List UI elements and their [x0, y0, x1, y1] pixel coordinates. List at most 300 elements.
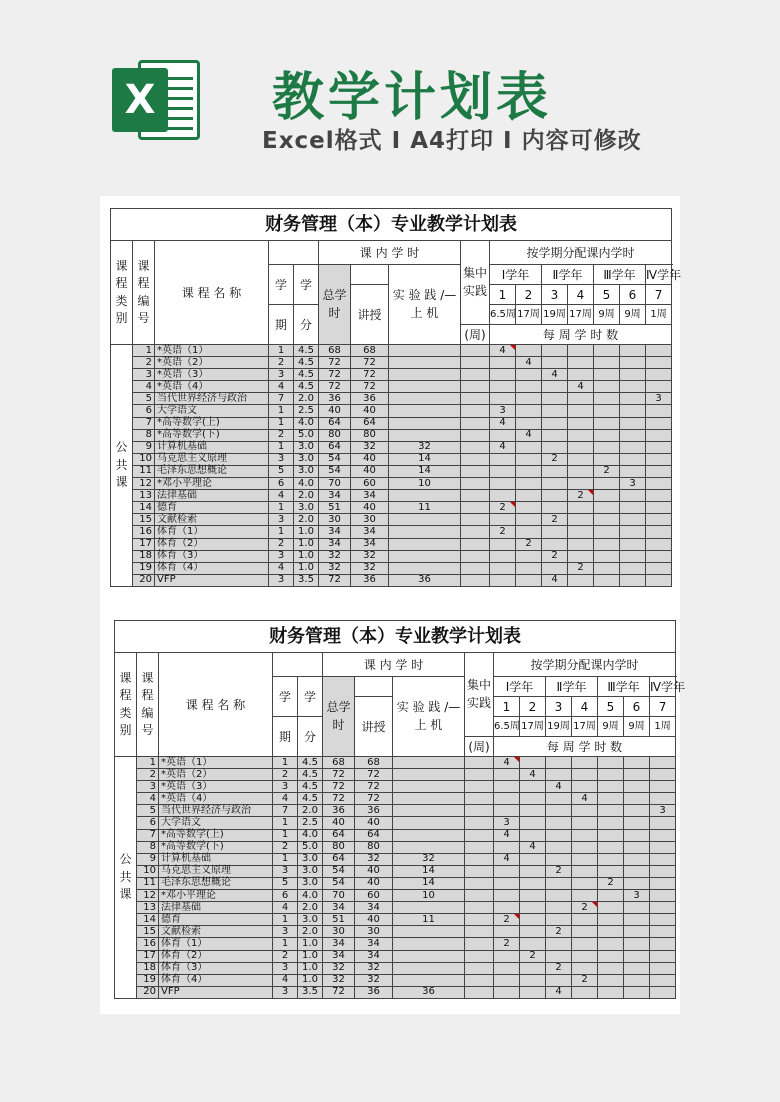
course-practice-hours — [389, 381, 461, 393]
course-practice-hours — [389, 393, 461, 405]
course-concentrated-weeks — [461, 538, 490, 550]
course-concentrated-weeks — [461, 429, 490, 441]
semester-hours-3 — [542, 490, 568, 502]
table-row — [115, 853, 676, 865]
semester-hours-1 — [494, 986, 520, 998]
course-no: 20 — [137, 986, 159, 998]
course-name: *邓小平理论 — [155, 478, 269, 490]
course-no: 5 — [137, 805, 159, 817]
semester-hours-4 — [572, 962, 598, 974]
course-no: 9 — [137, 853, 159, 865]
header-weeks-3: 19周 — [542, 305, 568, 325]
semester-hours-2 — [516, 369, 542, 381]
header-year-4: Ⅳ学年 — [646, 265, 672, 285]
semester-hours-6 — [620, 514, 646, 526]
course-practice-hours: 10 — [389, 478, 461, 490]
semester-hours-3 — [542, 345, 568, 357]
header-semester-7: 7 — [646, 285, 672, 305]
semester-hours-2: 4 — [520, 769, 546, 781]
course-name: 文献检索 — [155, 514, 269, 526]
semester-hours-1 — [490, 478, 516, 490]
course-total-hours: 32 — [323, 974, 355, 986]
course-total-hours: 72 — [319, 369, 351, 381]
course-no: 1 — [133, 345, 155, 357]
table-row — [115, 769, 676, 781]
course-total-hours: 34 — [319, 490, 351, 502]
semester-hours-3: 4 — [542, 574, 568, 586]
semester-hours-6 — [624, 902, 650, 914]
semester-hours-6 — [620, 538, 646, 550]
course-practice-hours — [393, 926, 465, 938]
course-name: 大学语文 — [155, 405, 269, 417]
semester-hours-4 — [572, 841, 598, 853]
course-total-hours: 54 — [319, 453, 351, 465]
semester-hours-6 — [620, 453, 646, 465]
header-lecture: 讲授 — [351, 285, 389, 345]
course-no: 12 — [137, 890, 159, 902]
semester-hours-2: 4 — [516, 429, 542, 441]
header-course-name: 课 程 名 称 — [155, 241, 269, 345]
semester-hours-1 — [490, 550, 516, 562]
course-term: 5 — [269, 465, 294, 477]
course-lecture-hours: 40 — [355, 865, 393, 877]
course-total-hours: 54 — [319, 465, 351, 477]
course-term: 6 — [269, 478, 294, 490]
semester-hours-5 — [594, 429, 620, 441]
course-name: 体育（3） — [159, 962, 273, 974]
course-no: 8 — [137, 841, 159, 853]
header-credit-top: 学 — [294, 265, 319, 305]
course-lecture-hours: 68 — [351, 345, 389, 357]
course-term: 1 — [269, 502, 294, 514]
semester-hours-3 — [546, 769, 572, 781]
semester-hours-4 — [568, 465, 594, 477]
table-row — [111, 441, 672, 453]
semester-hours-2 — [520, 938, 546, 950]
course-lecture-hours: 36 — [355, 986, 393, 998]
semester-hours-5 — [598, 853, 624, 865]
header-semester-1: 1 — [494, 697, 520, 717]
semester-hours-2 — [516, 405, 542, 417]
header-weeks-6: 9周 — [624, 717, 650, 737]
semester-hours-3 — [546, 793, 572, 805]
semester-hours-7 — [646, 574, 672, 586]
semester-hours-2 — [516, 502, 542, 514]
course-credit: 2.5 — [298, 817, 323, 829]
semester-hours-2 — [520, 974, 546, 986]
header-allocation: 按学期分配课内学时 — [494, 653, 676, 677]
course-practice-hours: 11 — [393, 914, 465, 926]
semester-hours-4 — [572, 757, 598, 769]
semester-hours-6 — [620, 526, 646, 538]
course-credit: 4.0 — [294, 417, 319, 429]
header-semester-3: 3 — [542, 285, 568, 305]
course-lecture-hours: 40 — [355, 877, 393, 889]
teaching-plan-table — [114, 620, 686, 999]
semester-hours-1 — [490, 574, 516, 586]
semester-hours-2 — [520, 890, 546, 902]
course-concentrated-weeks — [461, 417, 490, 429]
course-total-hours: 30 — [323, 926, 355, 938]
semester-hours-6 — [620, 405, 646, 417]
course-practice-hours — [393, 805, 465, 817]
course-lecture-hours: 32 — [351, 562, 389, 574]
semester-hours-1 — [490, 538, 516, 550]
table-row — [111, 478, 672, 490]
semester-hours-7 — [646, 526, 672, 538]
course-no: 1 — [137, 757, 159, 769]
course-term: 4 — [273, 974, 298, 986]
semester-hours-7: 3 — [646, 393, 672, 405]
table-row — [115, 950, 676, 962]
course-name: 马克思主义原理 — [155, 453, 269, 465]
header-total-hours: 总学时 — [323, 677, 355, 757]
header-term-bottom: 期 — [269, 305, 294, 345]
table-row — [115, 974, 676, 986]
course-no: 7 — [133, 417, 155, 429]
semester-hours-6 — [620, 381, 646, 393]
course-total-hours: 34 — [319, 526, 351, 538]
course-total-hours: 34 — [323, 938, 355, 950]
course-practice-hours — [393, 902, 465, 914]
course-practice-hours — [393, 962, 465, 974]
semester-hours-7 — [650, 793, 676, 805]
course-no: 19 — [133, 562, 155, 574]
semester-hours-1 — [494, 769, 520, 781]
banner-subtitle: Excel格式 I A4打印 I 内容可修改 — [262, 128, 642, 154]
semester-hours-4: 2 — [568, 490, 594, 502]
course-concentrated-weeks — [461, 405, 490, 417]
course-lecture-hours: 36 — [351, 574, 389, 586]
header-weeks-5: 9周 — [598, 717, 624, 737]
course-total-hours: 70 — [323, 890, 355, 902]
semester-hours-6 — [620, 429, 646, 441]
course-term: 1 — [273, 938, 298, 950]
course-name: 计算机基础 — [155, 441, 269, 453]
semester-hours-1 — [494, 877, 520, 889]
semester-hours-7 — [646, 502, 672, 514]
course-concentrated-weeks — [465, 793, 494, 805]
table-row — [115, 877, 676, 889]
semester-hours-3 — [542, 465, 568, 477]
semester-hours-1 — [494, 902, 520, 914]
semester-hours-5 — [594, 478, 620, 490]
course-credit: 3.0 — [298, 877, 323, 889]
header-allocation: 按学期分配课内学时 — [490, 241, 672, 265]
course-lecture-hours: 40 — [351, 502, 389, 514]
header-semester-5: 5 — [594, 285, 620, 305]
course-practice-hours — [389, 357, 461, 369]
course-term: 1 — [273, 853, 298, 865]
semester-hours-6 — [620, 502, 646, 514]
semester-hours-2 — [516, 526, 542, 538]
course-total-hours: 72 — [323, 781, 355, 793]
course-total-hours: 32 — [319, 562, 351, 574]
course-concentrated-weeks — [461, 465, 490, 477]
semester-hours-4: 2 — [572, 974, 598, 986]
header-total-hours: 总学时 — [319, 265, 351, 345]
semester-hours-2: 4 — [520, 841, 546, 853]
course-total-hours: 72 — [319, 381, 351, 393]
semester-hours-7 — [646, 490, 672, 502]
course-lecture-hours: 34 — [355, 902, 393, 914]
semester-hours-2 — [520, 865, 546, 877]
semester-hours-1 — [494, 841, 520, 853]
course-practice-hours: 32 — [389, 441, 461, 453]
course-no: 9 — [133, 441, 155, 453]
course-concentrated-weeks — [465, 841, 494, 853]
course-lecture-hours: 32 — [355, 962, 393, 974]
semester-hours-3 — [546, 890, 572, 902]
course-no: 16 — [137, 938, 159, 950]
header-concentrated-unit: (周) — [465, 737, 494, 757]
semester-hours-1 — [490, 562, 516, 574]
semester-hours-7 — [646, 357, 672, 369]
semester-hours-1 — [494, 793, 520, 805]
table-row — [115, 781, 676, 793]
semester-hours-4 — [572, 853, 598, 865]
course-no: 19 — [137, 974, 159, 986]
course-total-hours: 36 — [323, 805, 355, 817]
header-credit-bottom: 分 — [298, 717, 323, 757]
course-total-hours: 80 — [323, 841, 355, 853]
course-practice-hours — [389, 526, 461, 538]
semester-hours-3 — [546, 914, 572, 926]
semester-hours-4 — [572, 769, 598, 781]
table-row — [111, 538, 672, 550]
semester-hours-7 — [646, 441, 672, 453]
semester-hours-3 — [546, 950, 572, 962]
semester-hours-5 — [598, 769, 624, 781]
course-name: 计算机基础 — [159, 853, 273, 865]
header-weeks-2: 17周 — [520, 717, 546, 737]
course-total-hours: 72 — [323, 793, 355, 805]
semester-hours-1 — [490, 490, 516, 502]
course-total-hours: 32 — [319, 550, 351, 562]
course-no: 2 — [137, 769, 159, 781]
semester-hours-2 — [520, 902, 546, 914]
semester-hours-5 — [594, 538, 620, 550]
table-row — [111, 381, 672, 393]
semester-hours-6 — [620, 441, 646, 453]
table-row — [111, 574, 672, 586]
semester-hours-5 — [594, 357, 620, 369]
semester-hours-6 — [620, 369, 646, 381]
semester-hours-6 — [624, 853, 650, 865]
course-term: 1 — [269, 417, 294, 429]
semester-hours-2 — [516, 345, 542, 357]
semester-hours-2 — [516, 381, 542, 393]
course-term: 7 — [273, 805, 298, 817]
course-term: 4 — [269, 490, 294, 502]
header-year-3: Ⅲ学年 — [598, 677, 650, 697]
semester-hours-2 — [520, 962, 546, 974]
semester-hours-1: 4 — [490, 417, 516, 429]
semester-hours-4 — [572, 950, 598, 962]
semester-hours-1 — [490, 465, 516, 477]
header-course-name: 课 程 名 称 — [159, 653, 273, 757]
course-no: 11 — [133, 465, 155, 477]
course-credit: 2.0 — [298, 902, 323, 914]
semester-hours-6: 3 — [624, 890, 650, 902]
semester-hours-4 — [572, 926, 598, 938]
semester-hours-5 — [598, 962, 624, 974]
table-row — [115, 829, 676, 841]
semester-hours-4 — [572, 781, 598, 793]
semester-hours-7 — [650, 890, 676, 902]
course-practice-hours: 36 — [393, 986, 465, 998]
table-row — [115, 865, 676, 877]
semester-hours-2 — [520, 986, 546, 998]
semester-hours-6 — [624, 805, 650, 817]
semester-hours-3: 2 — [546, 962, 572, 974]
course-term: 4 — [269, 381, 294, 393]
header-semester-6: 6 — [624, 697, 650, 717]
course-lecture-hours: 36 — [355, 805, 393, 817]
semester-hours-5 — [594, 562, 620, 574]
course-name: 德育 — [155, 502, 269, 514]
course-concentrated-weeks — [461, 502, 490, 514]
header-weeks-3: 19周 — [546, 717, 572, 737]
semester-hours-7 — [650, 902, 676, 914]
course-term: 1 — [269, 441, 294, 453]
semester-hours-3 — [542, 478, 568, 490]
semester-hours-3 — [542, 405, 568, 417]
course-no: 7 — [137, 829, 159, 841]
course-credit: 1.0 — [298, 974, 323, 986]
semester-hours-1 — [494, 926, 520, 938]
semester-hours-4 — [568, 574, 594, 586]
course-term: 3 — [273, 865, 298, 877]
course-lecture-hours: 72 — [355, 769, 393, 781]
course-credit: 5.0 — [298, 841, 323, 853]
course-term: 2 — [273, 950, 298, 962]
semester-hours-7 — [646, 465, 672, 477]
semester-hours-3 — [542, 429, 568, 441]
course-credit: 4.5 — [294, 345, 319, 357]
course-term: 5 — [273, 877, 298, 889]
course-credit: 2.0 — [298, 805, 323, 817]
semester-hours-4 — [568, 502, 594, 514]
semester-hours-3 — [546, 902, 572, 914]
course-concentrated-weeks — [461, 357, 490, 369]
header-concentrated: 集中实践 — [465, 653, 494, 737]
semester-hours-2 — [520, 877, 546, 889]
semester-hours-6 — [624, 817, 650, 829]
course-practice-hours — [393, 817, 465, 829]
semester-hours-6 — [624, 757, 650, 769]
course-concentrated-weeks — [461, 490, 490, 502]
course-lecture-hours: 32 — [351, 550, 389, 562]
table-row — [115, 938, 676, 950]
semester-hours-5 — [594, 405, 620, 417]
course-term: 3 — [273, 986, 298, 998]
semester-hours-5 — [594, 381, 620, 393]
course-credit: 4.5 — [298, 781, 323, 793]
course-practice-hours — [393, 793, 465, 805]
course-lecture-hours: 30 — [355, 926, 393, 938]
course-concentrated-weeks — [465, 781, 494, 793]
course-no: 3 — [133, 369, 155, 381]
semester-hours-1 — [494, 805, 520, 817]
course-no: 12 — [133, 478, 155, 490]
semester-hours-6 — [620, 345, 646, 357]
table-row — [115, 890, 676, 902]
course-practice-hours: 11 — [389, 502, 461, 514]
semester-hours-6 — [624, 865, 650, 877]
course-total-hours: 72 — [319, 574, 351, 586]
table-row — [111, 526, 672, 538]
semester-hours-7 — [650, 938, 676, 950]
course-no: 16 — [133, 526, 155, 538]
course-lecture-hours: 60 — [351, 478, 389, 490]
course-no: 4 — [133, 381, 155, 393]
course-practice-hours — [393, 950, 465, 962]
semester-hours-7 — [650, 829, 676, 841]
semester-hours-5: 2 — [598, 877, 624, 889]
header-course-no: 课程编号 — [137, 653, 159, 757]
course-practice-hours: 14 — [393, 877, 465, 889]
semester-hours-1 — [490, 429, 516, 441]
table-row — [111, 357, 672, 369]
table-row — [115, 805, 676, 817]
course-concentrated-weeks — [461, 514, 490, 526]
course-credit: 4.5 — [294, 369, 319, 381]
semester-hours-2 — [516, 490, 542, 502]
header-term-top: 学 — [269, 265, 294, 305]
semester-hours-1: 2 — [490, 526, 516, 538]
course-lecture-hours: 30 — [351, 514, 389, 526]
course-term: 4 — [273, 902, 298, 914]
semester-hours-3: 4 — [546, 781, 572, 793]
semester-hours-3 — [542, 417, 568, 429]
header-year-1: Ⅰ学年 — [490, 265, 542, 285]
course-concentrated-weeks — [465, 757, 494, 769]
course-credit: 1.0 — [294, 538, 319, 550]
semester-hours-4 — [572, 986, 598, 998]
course-concentrated-weeks — [465, 974, 494, 986]
semester-hours-5 — [594, 441, 620, 453]
semester-hours-5 — [594, 514, 620, 526]
table-row — [111, 502, 672, 514]
semester-hours-7 — [646, 562, 672, 574]
semester-hours-2 — [520, 805, 546, 817]
semester-hours-1 — [490, 514, 516, 526]
header-category: 课程类别 — [111, 241, 133, 345]
semester-hours-7 — [650, 986, 676, 998]
semester-hours-3 — [546, 974, 572, 986]
course-term: 1 — [273, 757, 298, 769]
semester-hours-5 — [598, 974, 624, 986]
semester-hours-5 — [598, 757, 624, 769]
course-credit: 3.0 — [298, 853, 323, 865]
course-no: 6 — [137, 817, 159, 829]
semester-hours-7 — [650, 877, 676, 889]
semester-hours-4 — [568, 514, 594, 526]
course-name: *英语（1） — [155, 345, 269, 357]
semester-hours-7 — [650, 914, 676, 926]
semester-hours-5 — [598, 938, 624, 950]
semester-hours-4 — [568, 550, 594, 562]
semester-hours-6 — [624, 841, 650, 853]
course-credit: 1.0 — [298, 938, 323, 950]
course-name: VFP — [155, 574, 269, 586]
course-name: 体育（1） — [155, 526, 269, 538]
semester-hours-1 — [490, 453, 516, 465]
course-concentrated-weeks — [461, 441, 490, 453]
header-semester-4: 4 — [568, 285, 594, 305]
semester-hours-3: 2 — [542, 514, 568, 526]
